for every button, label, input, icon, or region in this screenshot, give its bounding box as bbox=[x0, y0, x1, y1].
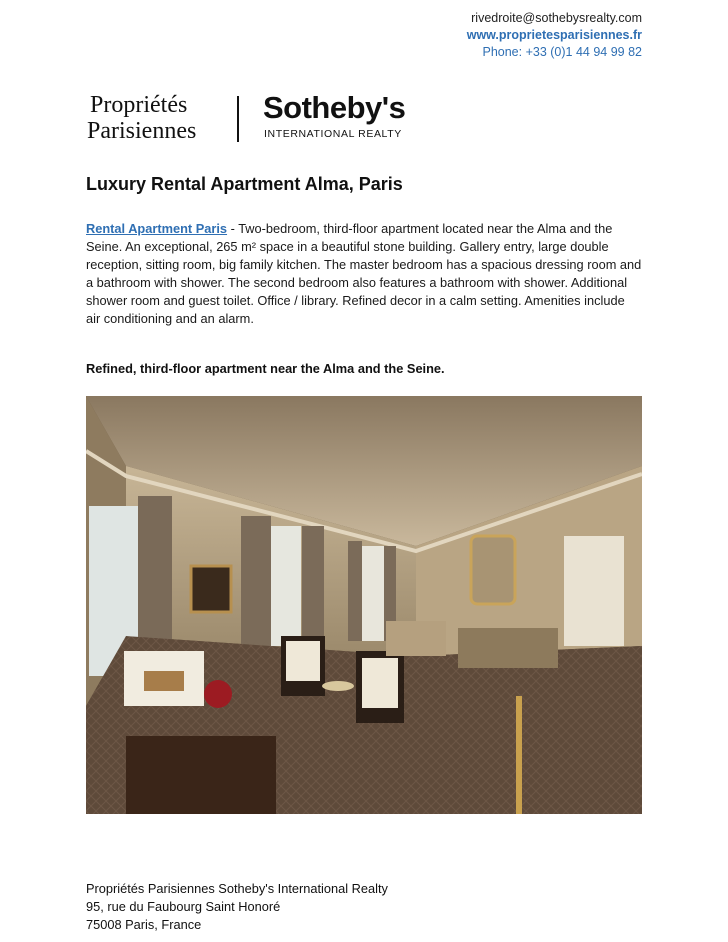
contact-phone: Phone: +33 (0)1 44 94 99 82 bbox=[482, 45, 642, 59]
international-realty-tagline: INTERNATIONAL REALTY bbox=[264, 128, 402, 140]
description-paragraph bbox=[86, 220, 642, 328]
description-body: - Two-bedroom, third-floor apartment located near the Alma and the Seine. An exceptional, 265 m² space in a beautiful stone building. Gallery entry, large double reception, sitting room, big family kitchen. The master bedroom has a spacious dressing room and a bathroom with shower. The second bedroom also features a bathroom with shower. Additional shower room and guest toilet. Office / library. Refined decor in a calm setting. Amenities include air conditioning and an alarm. bbox=[86, 221, 642, 326]
page-title: Luxury Rental Apartment Alma, Paris bbox=[86, 174, 403, 194]
proprietes-parisiennes-wordmark bbox=[87, 92, 197, 144]
apartment-photo bbox=[86, 396, 642, 814]
footer-city: 75008 Paris, France bbox=[86, 917, 202, 932]
rental-apartment-paris-link[interactable]: Rental Apartment Paris bbox=[86, 221, 228, 236]
contact-website[interactable]: www.proprietesparisiennes.fr bbox=[466, 28, 642, 42]
sothebys-wordmark: Sotheby's bbox=[263, 90, 406, 125]
contact-block bbox=[467, 10, 642, 61]
subheading: Refined, third-floor apartment near the Alma and the Seine. bbox=[86, 361, 445, 376]
logo-divider bbox=[237, 96, 239, 142]
coffee-table bbox=[126, 736, 276, 814]
poinsettia bbox=[204, 680, 232, 708]
footer-company: Propriétés Parisiennes Sotheby's International Realty bbox=[86, 881, 388, 896]
agency-logo bbox=[87, 90, 410, 148]
living-room-illustration bbox=[86, 396, 642, 814]
footer-address bbox=[86, 880, 388, 934]
logo-line-1: Propriétés bbox=[90, 92, 188, 118]
footer-street: 95, rue du Faubourg Saint Honoré bbox=[86, 899, 281, 914]
painting bbox=[191, 566, 231, 612]
floor-lamp bbox=[516, 696, 522, 814]
mirror bbox=[471, 536, 515, 604]
logo-line-2: Parisiennes bbox=[87, 118, 197, 144]
contact-email[interactable]: rivedroite@sothebysrealty.com bbox=[471, 11, 642, 25]
